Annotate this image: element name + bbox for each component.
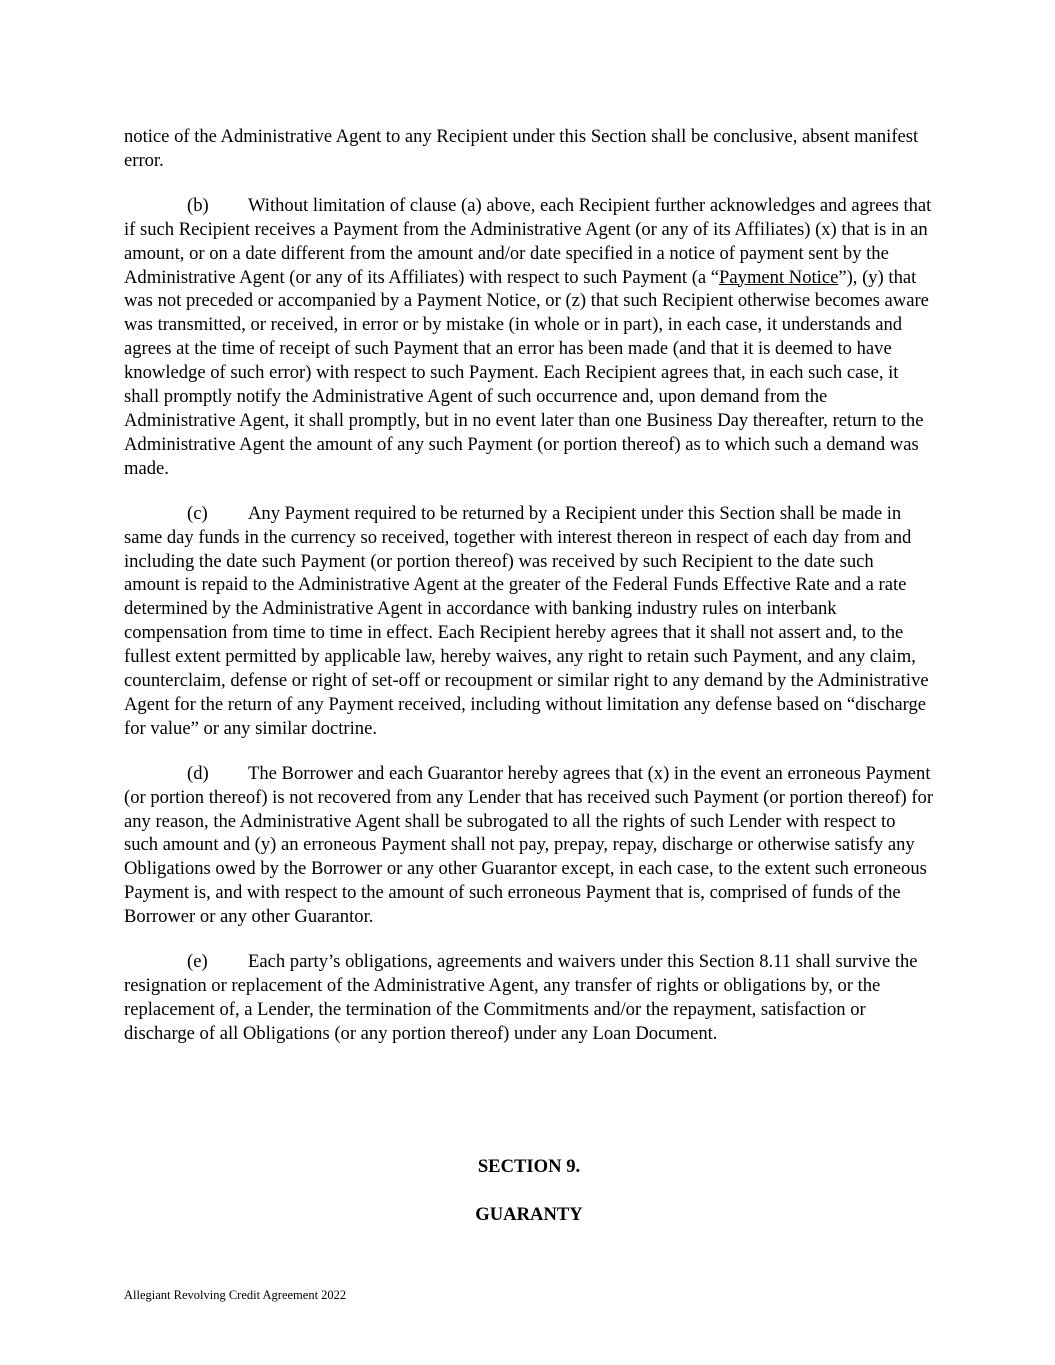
- paragraph-e-label: (e): [187, 951, 208, 973]
- page-footer: Allegiant Revolving Credit Agreement 2022: [124, 1288, 347, 1302]
- paragraph-d: [124, 762, 934, 929]
- paragraph-b-label: (b): [187, 194, 209, 216]
- intro-paragraph: notice of the Administrative Agent to any Recipient under this Section shall be conclusive, absent manifest error.: [124, 126, 919, 171]
- paragraph-c-text: Any Payment required to be returned by a Recipient under this Section shall be made in same day funds in the currency so received, together with interest thereon in respect of each day from and including the date such Payment (or portion thereof) was received by such Recipient to the date such amount is repaid to the Administrative Agent at the greater of the Federal Funds Effective Rate and a rate determined by the Administrative Agent in accordance with banking industry rules on interbank compensation from time to time in effect. Each Recipient hereby agrees that it shall not assert and, to the fullest extent permitted by applicable law, hereby waives, any right to retain such Payment, and any claim, counterclaim, defense or right of set-off or recoupment or similar right to any demand by the Administrative Agent for the return of any Payment received, including without limitation any defense based on “discharge for value” or any similar doctrine.: [124, 502, 929, 739]
- paragraph-e-text: Each party’s obligations, agreements and waivers under this Section 8.11 shall survive the resignation or replacement of the Administrative Agent, any transfer of rights or obligations by, or the replacement of, a Lender, the termination of the Commitments and/or the repayment, satisfaction or discharge of all Obligations (or any portion thereof) under any Loan Document.: [124, 951, 918, 1044]
- paragraph-b-text-2: ”), (y) that was not preceded or accompanied by a Payment Notice, or (z) that such Recipient otherwise becomes aware was transmitted, or received, in error or by mistake (in whole or in part), in each case, it understands and agrees at the time of receipt of such Payment that an error has been made (and that it is deemed to have knowledge of such error) with respect to such Payment. Each Recipient agrees that, in each such case, it shall promptly notify the Administrative Agent of such occurrence and, upon demand from the Administrative Agent, it shall promptly, but in no event later than one Business Day thereafter, return to the Administrative Agent the amount of any such Payment (or portion thereof) as to which such a demand was made.: [124, 266, 929, 479]
- payment-notice-defined-term: Payment Notice: [719, 266, 839, 288]
- document-body: [124, 125, 934, 1046]
- paragraph-d-text: The Borrower and each Guarantor hereby agrees that (x) in the event an erroneous Payment (or portion thereof) is not recovered from any Lender that has received such Payment (or portion thereof) for any reason, the Administrative Agent shall be subrogated to all the rights of such Lender with respect to such amount and (y) an erroneous Payment shall not pay, prepay, repay, discharge or otherwise satisfy any Obligations owed by the Borrower or any other Guarantor except, in each case, to the extent such erroneous Payment is, and with respect to the amount of such erroneous Payment that is, comprised of funds of the Borrower or any other Guarantor.: [124, 762, 934, 928]
- paragraph-d-label: (d): [187, 762, 209, 784]
- paragraph-c: [124, 502, 934, 741]
- paragraph-e: [124, 950, 934, 1046]
- section-heading: SECTION 9.: [477, 1156, 581, 1177]
- paragraph-c-label: (c): [187, 502, 208, 524]
- paragraph-b: [124, 194, 934, 481]
- paragraph-b-text-1: Without limitation of clause (a) above, each Recipient further acknowledges and agrees that if such Recipient receives a Payment from the Administrative Agent (or any of its Affiliates) (x) that is in an amount, or on a date different from the amount and/or date specified in a notice of payment sent by the Administrative Agent (or any of its Affiliates) with respect to such Payment (a “: [124, 194, 932, 288]
- section-title: GUARANTY: [475, 1204, 583, 1225]
